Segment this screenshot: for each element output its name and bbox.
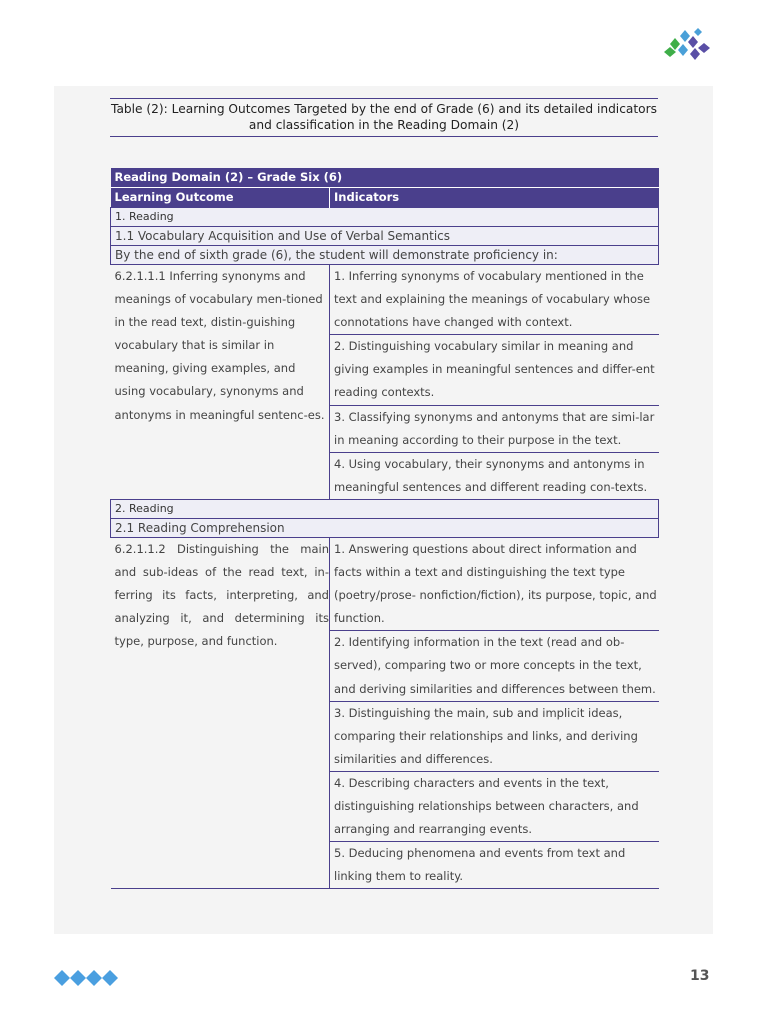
indicator-item: 4. Describing characters and events in the text, distinguishing relationships between characters, and arranging and rearranging events. xyxy=(330,772,659,842)
section-note: By the end of sixth grade (6), the student will demonstrate proficiency in: xyxy=(111,246,659,265)
indicator-item: 5. Deducing phenomena and events from text and linking them to reality. xyxy=(334,846,626,884)
caption-line-2: and classification in the Reading Domain (2) xyxy=(248,118,520,132)
section-subheading: 1.1 Vocabulary Acquisition and Use of Verbal Semantics xyxy=(111,227,659,246)
indicator-item: 1. Answering questions about direct information and facts within a text and distinguishing the text type (poetry/prose- nonfiction/fiction), its purpose, topic, and function. xyxy=(330,538,659,631)
page-number: 13 xyxy=(690,968,710,984)
learning-outcome: 6.2.1.1.2 Distinguishing the main and sub-ideas of the read text, in-ferring its facts, interpreting, and analyzing it, and determining its type, purpose, and function. xyxy=(111,537,330,888)
indicator-item: 1. Inferring synonyms of vocabulary mentioned in the text and explaining the meanings of vocabulary whose connotations have changed with context. xyxy=(330,265,659,335)
indicator-item: 2. Identifying information in the text (read and ob-served), comparing two or more concepts in the text, and deriving similarities and differences between them. xyxy=(330,631,659,701)
indicator-list xyxy=(330,265,659,500)
learning-outcome: 6.2.1.1.1 Inferring synonyms and meanings of vocabulary men-tioned in the read text, distin-guishing vocabulary that is similar in meaning, giving examples, and using vocabulary, synonyms and antonyms in meaningful sentenc-es. xyxy=(111,265,330,500)
diamond-row-icon xyxy=(54,970,118,986)
indicator-item: 3. Classifying synonyms and antonyms that are simi-lar in meaning according to their purpose in the text. xyxy=(330,406,659,453)
caption-line-1: Table (2): Learning Outcomes Targeted by the end of Grade (6) and its detailed indicators xyxy=(111,102,657,116)
table-caption xyxy=(110,101,658,137)
table-title: Reading Domain (2) – Grade Six (6) xyxy=(111,168,659,188)
indicator-item: 3. Distinguishing the main, sub and implicit ideas, comparing their relationships and links, and deriving similarities and differences. xyxy=(330,702,659,772)
section-heading: 1. Reading xyxy=(111,208,659,227)
column-header-indicators: Indicators xyxy=(330,188,659,208)
table-row xyxy=(111,265,659,500)
leaf-cluster-logo xyxy=(660,28,716,62)
column-header-outcome: Learning Outcome xyxy=(111,188,330,208)
indicator-list xyxy=(330,537,659,888)
section-subheading: 2.1 Reading Comprehension xyxy=(111,518,659,537)
indicator-item: 2. Distinguishing vocabulary similar in meaning and giving examples in meaningful sentences and differ-ent reading contexts. xyxy=(330,335,659,405)
section-heading: 2. Reading xyxy=(111,499,659,518)
table-row xyxy=(111,537,659,888)
outcomes-table xyxy=(110,168,659,889)
indicator-item: 4. Using vocabulary, their synonyms and antonyms in meaningful sentences and different reading con-texts. xyxy=(334,456,648,494)
